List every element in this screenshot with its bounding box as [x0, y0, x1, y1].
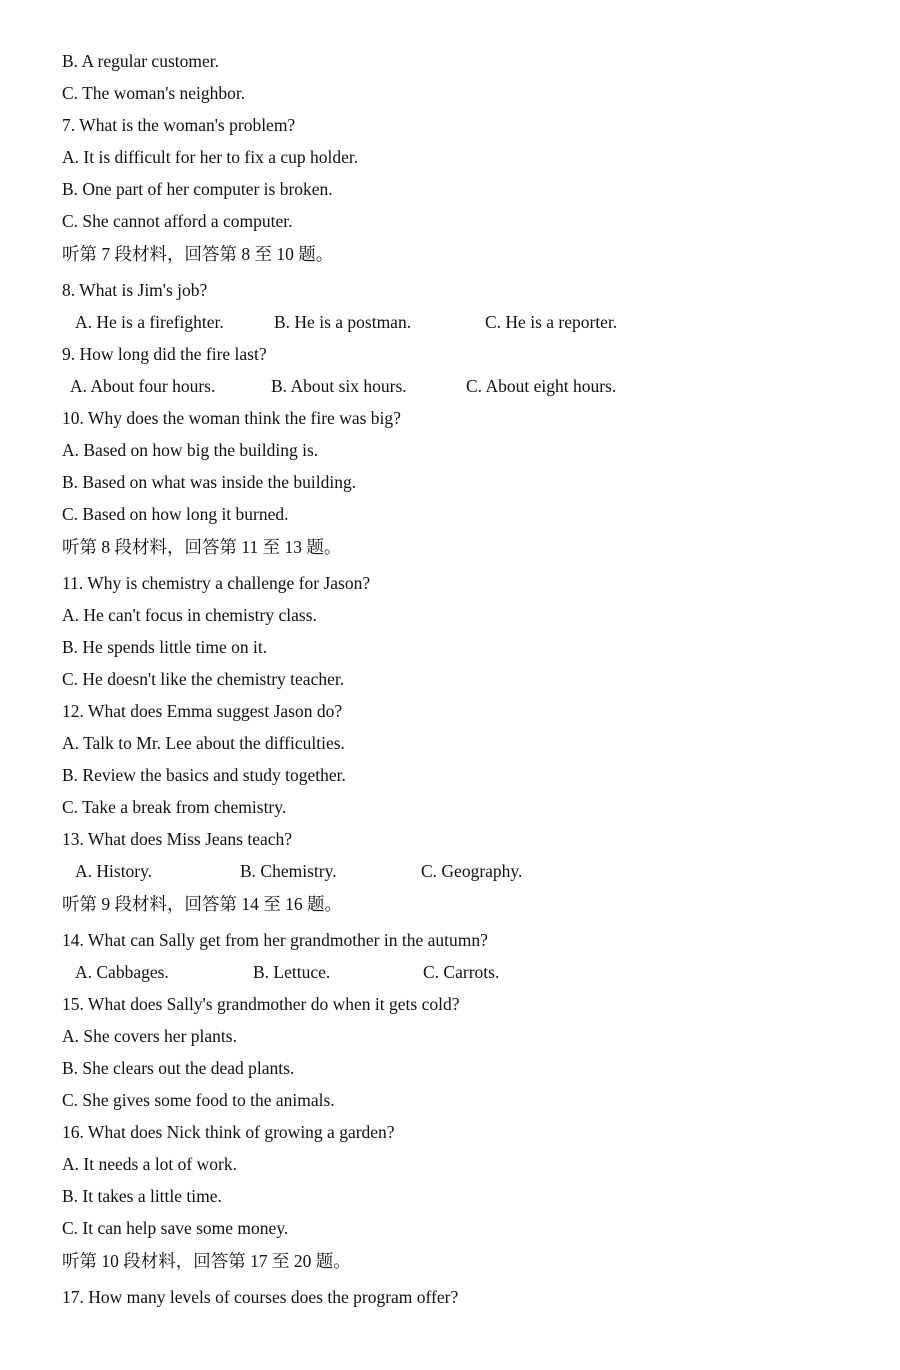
option-c: C. About eight hours. [466, 376, 617, 396]
section-heading: 听第 9 段材料，回答第 14 至 16 题。 [62, 894, 342, 914]
question-7: 7. What is the woman's problem? [62, 115, 296, 135]
option-b: B. About six hours. [271, 376, 407, 396]
option-line: A. It needs a lot of work. [62, 1154, 237, 1174]
question-12: 12. What does Emma suggest Jason do? [62, 701, 343, 721]
option-line: C. It can help save some money. [62, 1218, 289, 1238]
option-line: A. She covers her plants. [62, 1026, 237, 1046]
option-line: C. Take a break from chemistry. [62, 797, 287, 817]
option-line: B. Based on what was inside the building. [62, 472, 357, 492]
question-10: 10. Why does the woman think the fire was big? [62, 408, 401, 428]
question-9: 9. How long did the fire last? [62, 344, 267, 364]
option-line: B. Review the basics and study together. [62, 765, 346, 785]
option-line: B. One part of her computer is broken. [62, 179, 333, 199]
option-b: B. Lettuce. [253, 962, 331, 982]
option-line: C. Based on how long it burned. [62, 504, 289, 524]
question-16: 16. What does Nick think of growing a garden? [62, 1122, 395, 1142]
option-line: A. Talk to Mr. Lee about the difficulties. [62, 733, 345, 753]
question-14: 14. What can Sally get from her grandmother in the autumn? [62, 930, 488, 950]
option-a: A. About four hours. [70, 376, 216, 396]
option-b: B. Chemistry. [240, 861, 337, 881]
option-line: B. She clears out the dead plants. [62, 1058, 295, 1078]
question-13: 13. What does Miss Jeans teach? [62, 829, 293, 849]
option-b: B. He is a postman. [274, 312, 412, 332]
section-heading: 听第 7 段材料，回答第 8 至 10 题。 [62, 244, 334, 264]
option-line: C. She cannot afford a computer. [62, 211, 293, 231]
question-15: 15. What does Sally's grandmother do when it gets cold? [62, 994, 460, 1014]
option-line: C. He doesn't like the chemistry teacher. [62, 669, 345, 689]
option-a: A. He is a firefighter. [75, 312, 224, 332]
section-heading: 听第 10 段材料，回答第 17 至 20 题。 [62, 1251, 351, 1271]
section-heading: 听第 8 段材料，回答第 11 至 13 题。 [62, 537, 342, 557]
option-line: B. It takes a little time. [62, 1186, 222, 1206]
option-line: B. A regular customer. [62, 51, 219, 71]
question-8: 8. What is Jim's job? [62, 280, 208, 300]
option-c: C. Geography. [421, 861, 523, 881]
option-line: A. Based on how big the building is. [62, 440, 319, 460]
question-11: 11. Why is chemistry a challenge for Jason? [62, 573, 371, 593]
option-line: A. He can't focus in chemistry class. [62, 605, 317, 625]
option-line: C. She gives some food to the animals. [62, 1090, 335, 1110]
option-a: A. Cabbages. [75, 962, 169, 982]
option-c: C. Carrots. [423, 962, 500, 982]
question-17: 17. How many levels of courses does the program offer? [62, 1287, 459, 1307]
option-line: B. He spends little time on it. [62, 637, 268, 657]
option-line: A. It is difficult for her to fix a cup holder. [62, 147, 359, 167]
option-line: C. The woman's neighbor. [62, 83, 246, 103]
option-a: A. History. [75, 861, 153, 881]
option-c: C. He is a reporter. [485, 312, 618, 332]
